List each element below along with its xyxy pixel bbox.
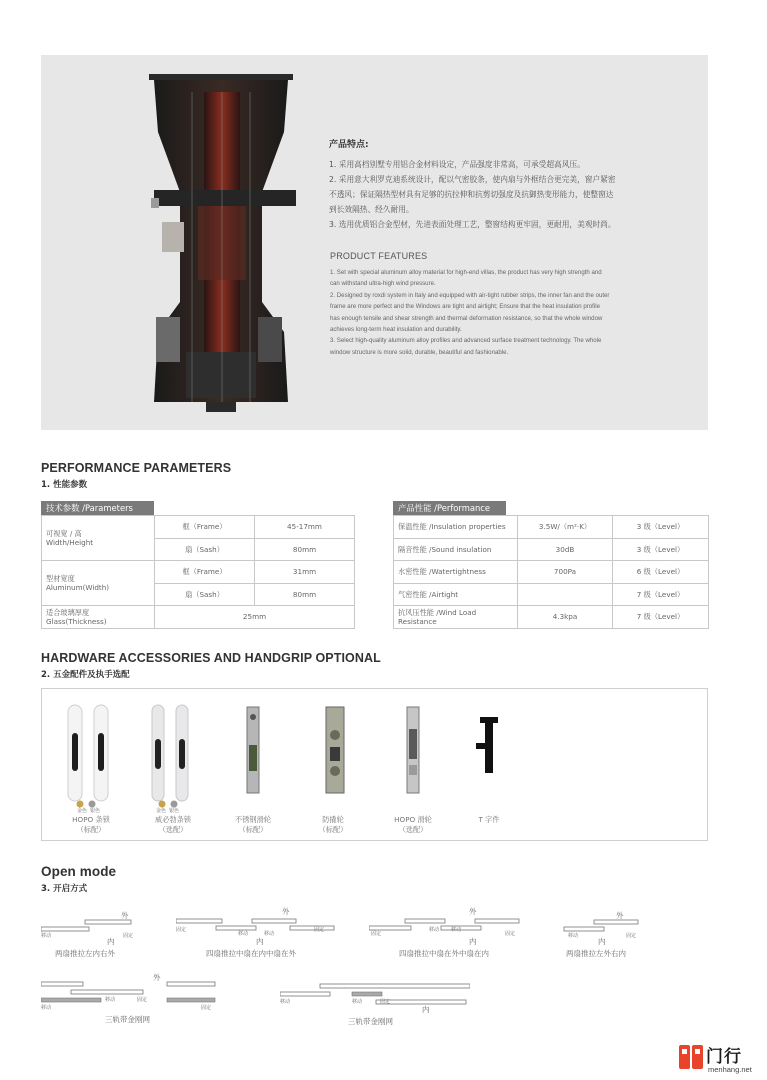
perf-value: 4.3kpa	[518, 606, 613, 629]
open-mode-caption: 三轨带金刚网	[105, 1015, 150, 1024]
sash-move: 移动	[568, 933, 579, 939]
open-mode-title: Open mode	[41, 864, 117, 879]
hopo-pulley-image	[402, 705, 426, 797]
features-en	[330, 251, 670, 358]
sash-move: 移动	[264, 931, 275, 937]
features-cn-line: 2. 采用意大利罗克迪系统设计，配以气密胶条，使内扇与外框结合更完美，窗户紧密	[329, 175, 616, 184]
features-cn-line: 1. 采用高档别墅专用铝合金材料设定，产品强度非常高，可承受超高风压。	[329, 160, 585, 169]
param-sash-value: 80mm	[255, 583, 355, 606]
sash-move: 移动	[238, 931, 249, 937]
sash-move: 移动	[451, 927, 462, 933]
hopo-lock-image	[64, 703, 114, 811]
features-en-title: PRODUCT FEATURES	[330, 251, 428, 261]
param-glass-value: 25mm	[155, 606, 355, 629]
profile-cross-section-image	[146, 72, 296, 415]
hardware-item-4: 防撬轮 （标配）	[318, 815, 348, 834]
param-aluminum-label: 型材宽度 Aluminum(Width)	[42, 561, 155, 606]
perf-value	[518, 583, 613, 606]
open-mode-diagram-3	[369, 906, 521, 962]
perf-name: 抗风压性能 /Wind Load Resistance	[394, 606, 518, 629]
sash-fixed: 固定	[380, 999, 391, 1005]
label-outside: 外	[469, 907, 477, 916]
features-en-line: window structure is more solid, durable, beautiful and fashionable.	[330, 348, 509, 356]
sash-move: 移动	[280, 999, 291, 1005]
perf-row	[394, 538, 709, 561]
param-sash-value: 80mm	[255, 538, 355, 561]
swatch-label-gold: 金色	[156, 808, 167, 814]
perf-row	[394, 606, 709, 629]
swatch-label-silver: 银色	[169, 808, 180, 814]
sash-fixed: 固定	[201, 1005, 212, 1011]
open-mode-caption: 两扇推拉左内右外	[55, 949, 115, 958]
open-mode-caption: 四扇推拉中扇在内中扇在外	[206, 949, 296, 958]
label-outside: 外	[153, 973, 161, 982]
label-inside: 内	[256, 937, 264, 946]
param-sash-label: 扇（Sash）	[155, 538, 255, 561]
features-cn-title: 产品特点:	[329, 140, 369, 150]
sash-move: 移动	[429, 927, 440, 933]
features-cn-line: 3. 选用优质铝合金型材，先进表面处理工艺，整窗结构更牢固，更耐用，美观时尚。	[329, 220, 616, 229]
hardware-item-6: T 字件	[478, 815, 500, 824]
perf-value: 700Pa	[518, 561, 613, 584]
perf-table	[393, 515, 709, 629]
perf-level: 3 级（Level）	[613, 538, 709, 561]
perf-name: 保温性能 /Insulation properties	[394, 516, 518, 539]
open-mode-caption: 三轨带金刚网	[348, 1017, 393, 1026]
param-width-label: 可视宽 / 高 Width/Height	[42, 516, 155, 561]
sash-move: 移动	[352, 999, 363, 1005]
perf-level: 6 级（Level）	[613, 561, 709, 584]
perf-level: 7 级（Level）	[613, 606, 709, 629]
perf-name: 水密性能 /Watertightness	[394, 561, 518, 584]
perf-name: 气密性能 /Airtight	[394, 583, 518, 606]
features-en-line: frame are more perfect and the Windows are tight and airtight; Ensure that the heat insulation profile	[330, 303, 600, 311]
open-mode-diagram-6	[280, 980, 470, 1030]
sash-move: 移动	[105, 997, 116, 1003]
hardware-item-5: HOPO 滑轮 （选配）	[394, 815, 432, 834]
performance-subtitle: 1. 性能参数	[41, 480, 88, 490]
label-inside: 内	[598, 937, 606, 946]
features-en-line: 3. Select high-quality aluminum alloy profiles and advanced surface treatment technology. The whole	[330, 337, 602, 345]
features-cn-line: 到长效隔热、经久耐用。	[329, 205, 414, 214]
param-frame-label: 框（Frame）	[155, 561, 255, 584]
label-inside: 内	[107, 937, 115, 946]
product-hero	[41, 55, 708, 430]
features-en-line: 2. Designed by roxdi system in Italy and equipped with air-tight rubber strips, the inner fan and the outer	[330, 291, 610, 299]
open-mode-caption: 四扇推拉中扇在外中扇在内	[399, 949, 489, 958]
perf-level: 7 级（Level）	[613, 583, 709, 606]
anti-pry-wheel-image	[322, 705, 348, 797]
param-frame-label: 框（Frame）	[155, 516, 255, 539]
perf-table-header: 产品性能 /Performance	[393, 501, 506, 515]
features-cn	[329, 137, 679, 232]
label-inside: 内	[422, 1005, 430, 1014]
open-mode-caption: 两扇推拉左外右内	[566, 949, 626, 958]
features-en-line: has enough tensile and shear strength and thermal deformation resistance, so that the whole window	[330, 314, 603, 322]
sash-move: 移动	[41, 1005, 52, 1011]
brand-logo-icon	[678, 1044, 704, 1070]
params-table	[41, 515, 355, 629]
sash-fixed: 固定	[371, 931, 382, 937]
perf-row	[394, 583, 709, 606]
open-mode-subtitle: 3. 开启方式	[41, 884, 88, 894]
features-en-line: 1. Set with special aluminum alloy material for high-end villas, the product has very high strength and	[330, 269, 602, 276]
sash-fixed: 固定	[314, 927, 325, 933]
hardware-subtitle: 2. 五金配件及执手选配	[41, 670, 130, 680]
brand-url[interactable]: menhang.net	[708, 1065, 752, 1074]
param-sash-label: 扇（Sash）	[155, 583, 255, 606]
open-mode-diagram-5	[41, 972, 217, 1026]
swatch-label-silver: 银色	[90, 808, 101, 814]
sash-fixed: 固定	[176, 927, 187, 933]
hardware-item-1: HOPO 条锁 （标配）	[72, 815, 110, 834]
brand-watermark	[678, 1042, 762, 1078]
open-mode-diagram-4	[562, 912, 642, 962]
hardware-title: HARDWARE ACCESSORIES AND HANDGRIP OPTIONAL	[41, 651, 381, 665]
sash-fixed: 固定	[137, 997, 148, 1003]
performance-title: PERFORMANCE PARAMETERS	[41, 461, 232, 475]
perf-level: 3 级（Level）	[613, 516, 709, 539]
perf-name: 隔音性能 /Sound insulation	[394, 538, 518, 561]
hardware-item-2: 威必勃条锁 （选配）	[155, 815, 191, 834]
features-cn-line: 不透风；保证隔热型材具有足够的抗拉伸和抗剪切强度及抗御热变形能力，使整窗达	[329, 190, 614, 199]
param-frame-value: 45-17mm	[255, 516, 355, 539]
sash-fixed: 固定	[123, 933, 134, 939]
label-outside: 外	[121, 911, 129, 920]
swatch-label-gold: 金色	[77, 808, 88, 814]
label-outside: 外	[616, 911, 624, 920]
perf-row	[394, 561, 709, 584]
param-frame-value: 31mm	[255, 561, 355, 584]
brand-name: 门行	[706, 1047, 742, 1067]
features-en-line: can withstand ultra-high wind pressure.	[330, 280, 436, 288]
hardware-panel	[41, 688, 708, 841]
t-piece-image	[472, 715, 506, 777]
perf-value: 3.5W/（m²·K）	[518, 516, 613, 539]
param-glass-label: 适合玻璃厚度 Glass(Thickness)	[42, 606, 155, 629]
label-outside: 外	[282, 907, 290, 916]
label-inside: 内	[469, 937, 477, 946]
perf-row	[394, 516, 709, 539]
hardware-item-3: 不锈钢滑轮 （标配）	[235, 815, 271, 834]
wbb-lock-image	[148, 703, 198, 811]
open-mode-diagram-1	[41, 912, 141, 962]
stainless-pulley-image	[242, 705, 266, 797]
features-en-line: achieves long-term heat insulation and durability.	[330, 326, 462, 334]
params-table-header: 技术参数 /Parameters	[41, 501, 154, 515]
sash-move: 移动	[41, 933, 52, 939]
sash-fixed: 固定	[505, 931, 516, 937]
perf-value: 30dB	[518, 538, 613, 561]
open-mode-diagram-2	[176, 906, 336, 962]
sash-fixed: 固定	[626, 933, 637, 939]
